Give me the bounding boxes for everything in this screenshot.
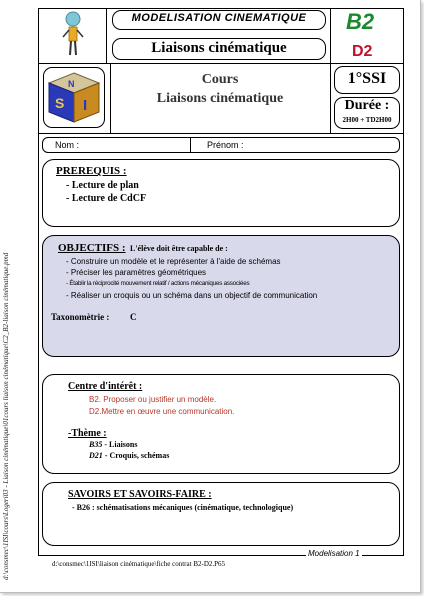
svg-text:I: I bbox=[83, 97, 88, 114]
student-figure-icon bbox=[60, 11, 86, 59]
class-label: 1°SSI bbox=[347, 70, 387, 87]
header-bottom-rule bbox=[38, 63, 404, 64]
theme-code: B35 bbox=[89, 440, 103, 449]
taxonomy-value: C bbox=[130, 312, 137, 322]
objectifs-item: - Construire un modèle et le représenter à l'aide de schémas bbox=[66, 257, 281, 266]
objectifs-item: - Établir la réciprocité mouvement relatif / actions mécaniques associées bbox=[66, 280, 250, 287]
centre-item: D2.Mettre en œuvre une communication. bbox=[89, 407, 235, 416]
theme-text: - Liaisons bbox=[102, 440, 138, 449]
prerequis-title: PREREQUIS : bbox=[56, 165, 127, 177]
savoirs-item: - B26 : schématisations mécaniques (cinématique, technologique) bbox=[72, 503, 294, 512]
nom-label: Nom : bbox=[55, 140, 80, 150]
prerequis-item: - Lecture de CdCF bbox=[66, 193, 147, 204]
course-divider-right bbox=[330, 63, 331, 133]
savoirs-title: SAVOIRS ET SAVOIRS-FAIRE : bbox=[68, 489, 212, 500]
duration-value: 2H00 + TD2H00 bbox=[342, 116, 392, 124]
theme-item bbox=[89, 440, 137, 449]
side-file-path: d:\consmec\1ISI\cours\Logeri03 - Liaison cinématique\01cours liaison cinématique\C2_B2-liaison cinématique.pmd bbox=[2, 252, 10, 580]
title-sub: Liaisons cinématique bbox=[151, 40, 287, 56]
duration-label: Durée : bbox=[344, 98, 390, 113]
svg-text:S: S bbox=[55, 95, 65, 111]
footer-path: d:\consmec\1ISI\liaison cinématique\fiche contrat B2-D2.P65 bbox=[52, 560, 226, 568]
code-top: B2 bbox=[346, 9, 375, 34]
theme-text: - Croquis, schémas bbox=[104, 451, 170, 460]
page-label: Modelisation 1 bbox=[308, 549, 360, 558]
prerequis-item: - Lecture de plan bbox=[66, 180, 139, 191]
centre-title: Centre d'intérêt : bbox=[68, 381, 143, 392]
prenom-label: Prénom : bbox=[207, 140, 244, 150]
theme-code: D21 bbox=[89, 451, 103, 460]
theme-title: -Thème : bbox=[68, 428, 107, 439]
code-bottom: D2 bbox=[352, 43, 373, 60]
centre-item: B2. Proposer ou justifier un modèle. bbox=[89, 395, 217, 404]
header-divider-left bbox=[106, 8, 107, 63]
ssi-cube-logo-icon bbox=[46, 70, 102, 125]
objectifs-item: - Préciser les paramètres géométriques bbox=[66, 268, 207, 277]
identity-divider bbox=[190, 137, 191, 153]
objectifs-intro: L'élève doit être capable de : bbox=[130, 244, 228, 253]
objectifs-item: - Réaliser un croquis ou un schéma dans un objectif de communication bbox=[66, 291, 318, 300]
title-main: MODELISATION CINEMATIQUE bbox=[131, 12, 307, 24]
theme-item bbox=[89, 451, 169, 460]
course-bottom-rule bbox=[38, 133, 404, 134]
header-divider-right bbox=[330, 8, 331, 63]
course-subject: Liaisons cinématique bbox=[156, 91, 284, 106]
course-label: Cours bbox=[201, 72, 239, 87]
objectifs-title: OBJECTIFS : bbox=[58, 242, 126, 254]
svg-text:N: N bbox=[68, 79, 75, 89]
taxonomy-label: Taxonomètrie : bbox=[51, 312, 110, 322]
